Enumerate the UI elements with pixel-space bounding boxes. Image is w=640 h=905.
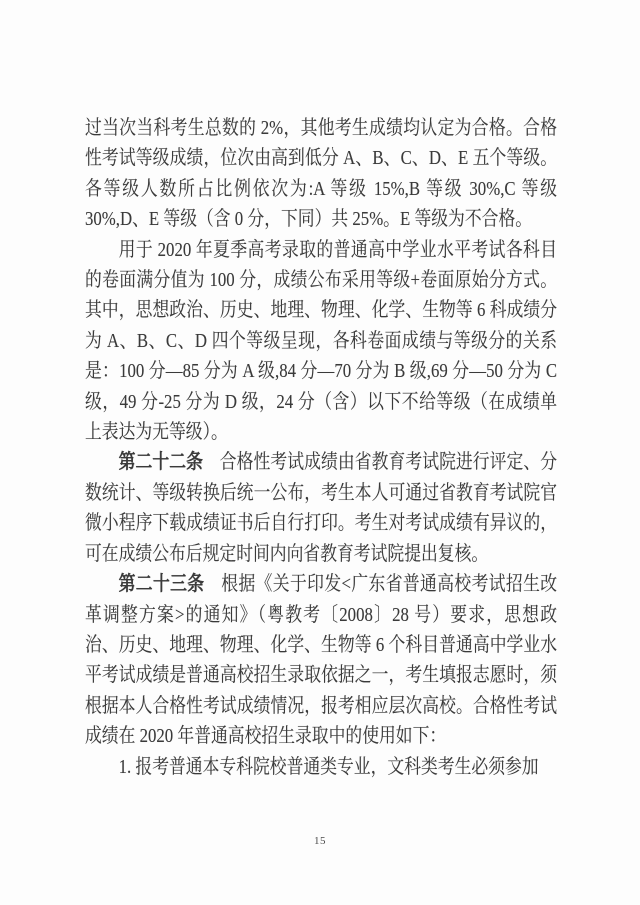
paragraph-article-23: [85, 569, 557, 751]
paragraph-grade-distribution: 过当次当科考生总数的 2%，其他考生成绩均认定为合格。合格性考试等级成绩，位次由高到低分 A、B、C、D、E 五个等级。各等级人数所占比例依次为:A 等级 15%,B 等级 30%,C 等级 30%,D、E 等级（含 0 分，下同）共 25%。E 等级为不合格。: [85, 117, 558, 231]
article-22-heading: 第二十二条: [118, 451, 203, 474]
article-23-heading: 第二十三条: [118, 573, 205, 596]
paragraph-list-item-1: 1. 报考普通本专科院校普通类专业，文科类考生必须参加: [118, 755, 539, 778]
document-text-block: [85, 113, 557, 782]
paragraph-article-22: [85, 447, 557, 569]
article-23-body: 根据《关于印发<广东省普通高校考试招生改革调整方案>的通知》（粤教考〔2008〕28 号）要求，思想政治、历史、地理、物理、化学、生物等 6 个科目普通高中学业水平考试成绩是普通高校招生录取依据之一，考生填报志愿时，须根据本人合格性考试成绩情况，报考相应层次高校。合格性考试成绩在 2020 年普通高校招生录取中的使用如下：: [85, 573, 558, 748]
article-22-body: 合格性考试成绩由省教育考试院进行评定、分数统计、等级转换后统一公布，考生本人可通过省教育考试院官微小程序下载成绩证书后自行打印。考生对考试成绩有异议的，可在成绩公布后规定时间内向省教育考试院提出复核。: [85, 451, 558, 565]
page-number: 15: [314, 835, 326, 847]
paragraph-score-presentation: 用于 2020 年夏季高考录取的普通高中学业水平考试各科目的卷面满分值为 100 分，成绩公布采用等级+卷面原始分方式。其中，思想政治、历史、地理、物理、化学、生物等 6 科成绩分为 A、B、C、D 四个等级呈现，各科卷面成绩与等级分的关系是：100 分—85 分为 A 级,84 分—70 分为 B 级,69 分—50 分为 C 级，49 分-25 分为 D 级，24 分（含）以下不给等级（在成绩单上表达为无等级）。: [85, 238, 558, 444]
